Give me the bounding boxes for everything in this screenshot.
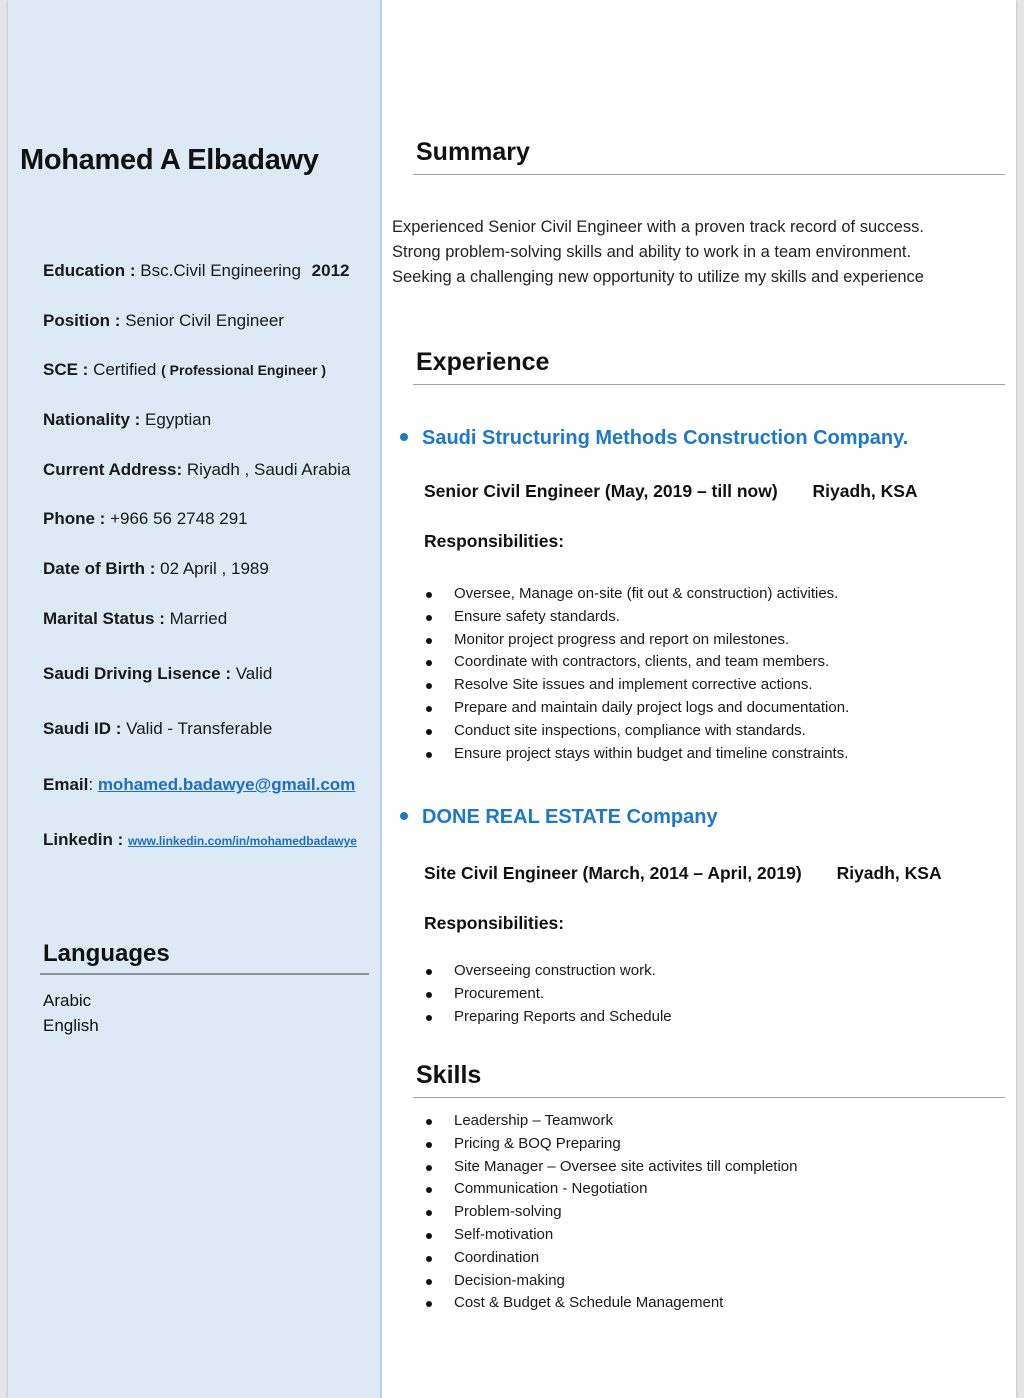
languages-divider: [40, 973, 369, 975]
position-row: [43, 311, 284, 331]
education-label: Education :: [43, 261, 136, 280]
responsibilities-label: Responsibilities:: [424, 913, 565, 933]
driving-label: Saudi Driving Lisence :: [43, 664, 231, 683]
experience-divider: [413, 384, 1005, 385]
driving-row: [43, 664, 272, 684]
skill-item: Site Manager – Oversee site activites till completion: [424, 1156, 797, 1179]
candidate-name: Mohamed A Elbadawy: [20, 144, 319, 176]
linkedin-row: [43, 830, 357, 850]
experience-heading: Experience: [416, 348, 550, 376]
email-link[interactable]: mohamed.badawye@gmail.com: [97, 775, 356, 794]
language-item: Arabic: [43, 991, 92, 1010]
company-name: Saudi Structuring Methods Construction Company.: [422, 427, 909, 449]
nationality-label: Nationality :: [43, 410, 141, 429]
job-role: [424, 863, 942, 884]
skill-item: Communication - Negotiation: [424, 1178, 797, 1201]
marital-row: [43, 609, 227, 629]
list-item: Conduct site inspections, compliance with standards.: [424, 720, 849, 743]
summary-line: Seeking a challenging new opportunity to utilize my skills and experience: [392, 268, 924, 286]
bullet-icon: [400, 433, 408, 441]
role-title: Senior Civil Engineer (May, 2019 – till now): [424, 481, 778, 501]
sidebar: [8, 0, 382, 1398]
language-item: English: [43, 1016, 99, 1035]
address-label: Current Address:: [43, 460, 183, 479]
phone-label: Phone :: [43, 509, 106, 528]
email-label: Email: [43, 775, 89, 794]
list-item: Prepare and maintain daily project logs and documentation.: [424, 697, 849, 720]
list-item: Overseeing construction work.: [424, 960, 672, 983]
saudi-id-label: Saudi ID :: [43, 719, 122, 738]
saudi-id-row: [43, 719, 272, 739]
dob-row: [43, 559, 269, 579]
company-name: DONE REAL ESTATE Company: [422, 806, 718, 828]
position-label: Position :: [43, 311, 121, 330]
list-item: Ensure project stays within budget and timeline constraints.: [424, 743, 849, 766]
sce-value: Certified: [93, 360, 157, 379]
skills-heading: Skills: [416, 1061, 482, 1089]
sce-row: [43, 360, 326, 380]
role-location: Riyadh, KSA: [812, 481, 918, 501]
skill-item: Self-motivation: [424, 1224, 797, 1247]
skill-item: Pricing & BOQ Preparing: [424, 1133, 797, 1156]
list-item: Oversee, Manage on-site (fit out & construction) activities.: [424, 583, 849, 606]
education-row: [43, 261, 350, 281]
skills-divider: [413, 1097, 1005, 1098]
skill-item: Cost & Budget & Schedule Management: [424, 1292, 797, 1315]
address-row: [43, 460, 350, 480]
dob-label: Date of Birth :: [43, 559, 156, 578]
sce-label: SCE :: [43, 360, 89, 379]
phone-value: +966 56 2748 291: [110, 509, 248, 528]
role-location: Riyadh, KSA: [836, 863, 942, 883]
summary-line: Strong problem-solving skills and ability to work in a team environment.: [392, 243, 912, 261]
nationality-value: Egyptian: [145, 410, 212, 429]
summary-line: Experienced Senior Civil Engineer with a proven track record of success.: [392, 218, 924, 236]
job-company: [400, 806, 718, 829]
phone-row: [43, 509, 248, 529]
languages-list: [43, 988, 99, 1038]
marital-label: Marital Status :: [43, 609, 165, 628]
linkedin-label: Linkedin :: [43, 830, 124, 849]
email-row: Email: mohamed.badawye@gmail.com: [43, 775, 356, 794]
skill-item: Decision-making: [424, 1270, 797, 1293]
education-year: 2012: [311, 261, 350, 280]
list-item: Monitor project progress and report on milestones.: [424, 629, 849, 652]
summary-text: [392, 215, 1012, 290]
bullet-icon: [400, 812, 408, 820]
skill-item: Leadership – Teamwork: [424, 1110, 797, 1133]
job-company: [400, 427, 908, 450]
skill-item: Coordination: [424, 1247, 797, 1270]
position-value: Senior Civil Engineer: [125, 311, 284, 330]
list-item: Preparing Reports and Schedule: [424, 1006, 672, 1029]
linkedin-link[interactable]: www.linkedin.com/in/mohamedbadawye: [128, 834, 357, 848]
education-value: Bsc.Civil Engineering: [140, 261, 301, 280]
list-item: Ensure safety standards.: [424, 606, 849, 629]
saudi-id-value: Valid - Transferable: [126, 719, 273, 738]
job-role: [424, 481, 918, 502]
dob-value: 02 April , 1989: [160, 559, 269, 578]
skills-list: [424, 1110, 797, 1315]
address-value: Riyadh , Saudi Arabia: [186, 460, 351, 479]
role-title: Site Civil Engineer (March, 2014 – April, 2019): [424, 863, 802, 883]
list-item: Procurement.: [424, 983, 672, 1006]
sce-note: ( Professional Engineer ): [161, 362, 327, 378]
summary-heading: Summary: [416, 138, 530, 166]
responsibilities-list: [424, 960, 672, 1028]
responsibilities-list: [424, 583, 849, 765]
driving-value: Valid: [235, 664, 273, 683]
list-item: Coordinate with contractors, clients, and team members.: [424, 651, 849, 674]
skill-item: Problem-solving: [424, 1201, 797, 1224]
languages-heading: Languages: [43, 940, 170, 967]
responsibilities-label: Responsibilities:: [424, 531, 565, 551]
marital-value: Married: [169, 609, 228, 628]
summary-divider: [413, 174, 1005, 175]
list-item: Resolve Site issues and implement corrective actions.: [424, 674, 849, 697]
nationality-row: [43, 410, 211, 430]
